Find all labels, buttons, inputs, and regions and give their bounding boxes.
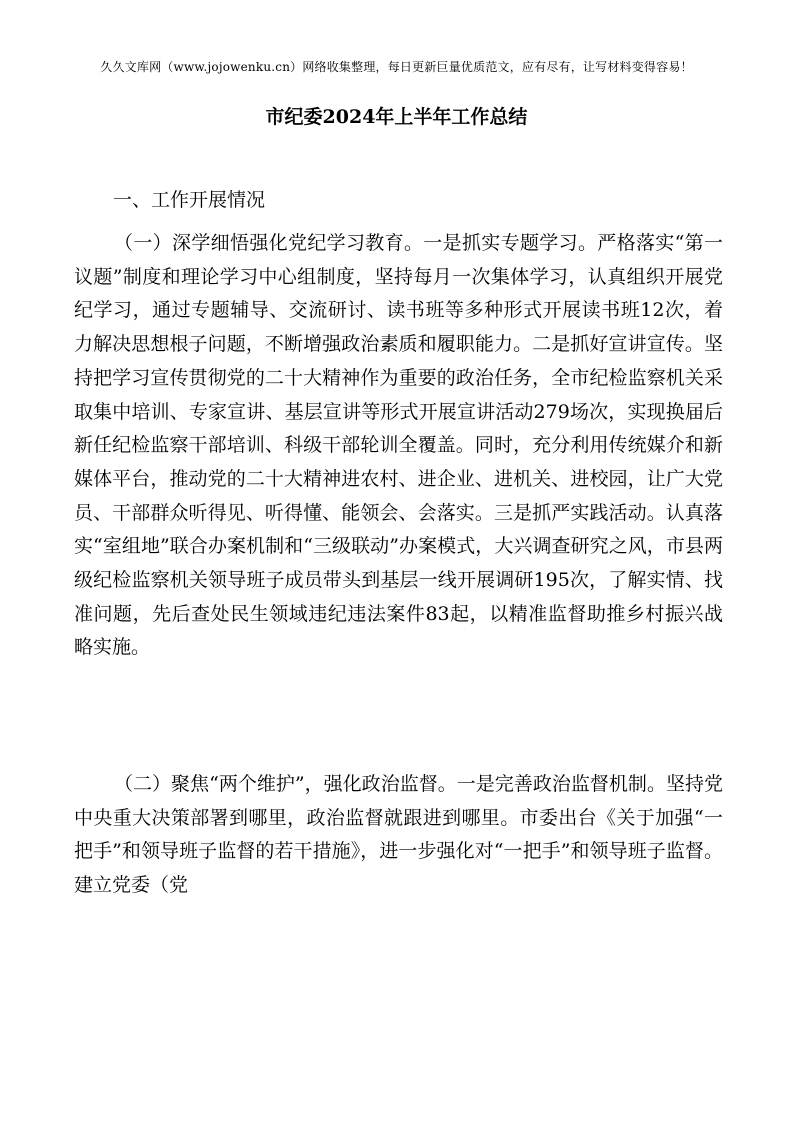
- section-heading: 一、工作开展情况: [113, 189, 266, 211]
- body-paragraph: （一）深学细悟强化党纪学习教育。一是抓实专题学习。严格落实“第一议题”制度和理论学习中心组制度，坚持每月一次集体学习，认真组织开展党纪学习，通过专题辅导、交流研讨、读书班等多种形式开展读书班12次，着力解决思想根子问题，不断增强政治素质和履职能力。二是抓好宣讲宣传。坚持把学习宣传贯彻党的二十大精神作为重要的政治任务，全市纪检监察机关采取集中培训、专家宣讲、基层宣讲等形式开展宣讲活动279场次，实现换届后新任纪检监察干部培训、科级干部轮训全覆盖。同时，充分利用传统媒介和新媒体平台，推动党的二十大精神进农村、进企业、进机关、进校园，让广大党员、干部群众听得见、听得懂、能领会、会落实。三是抓严实践活动。认真落实“室组地”联合办案机制和“三级联动”办案模式，大兴调查研究之风，市县两级纪检监察机关领导班子成员带头到基层一线开展调研195次，了解实情、找准问题，先后查处民生领域违纪违法案件83起，以精准监督助推乡村振兴战略实施。: [74, 232, 723, 659]
- body-paragraph: （二）聚焦“两个维护”，强化政治监督。一是完善政治监督机制。坚持党中央重大决策部署到哪里，政治监督就跟进到哪里。市委出台《关于加强“一把手”和领导班子监督的若干措施》，进一步强化对“一把手”和领导班子监督。建立党委（党: [74, 773, 723, 897]
- document-title: 市纪委2024年上半年工作总结: [265, 106, 528, 128]
- website-banner: 久久文库网（www.jojowenku.cn）网络收集整理，每日更新巨量优质范文，应有尽有，让写材料变得容易！: [100, 60, 693, 74]
